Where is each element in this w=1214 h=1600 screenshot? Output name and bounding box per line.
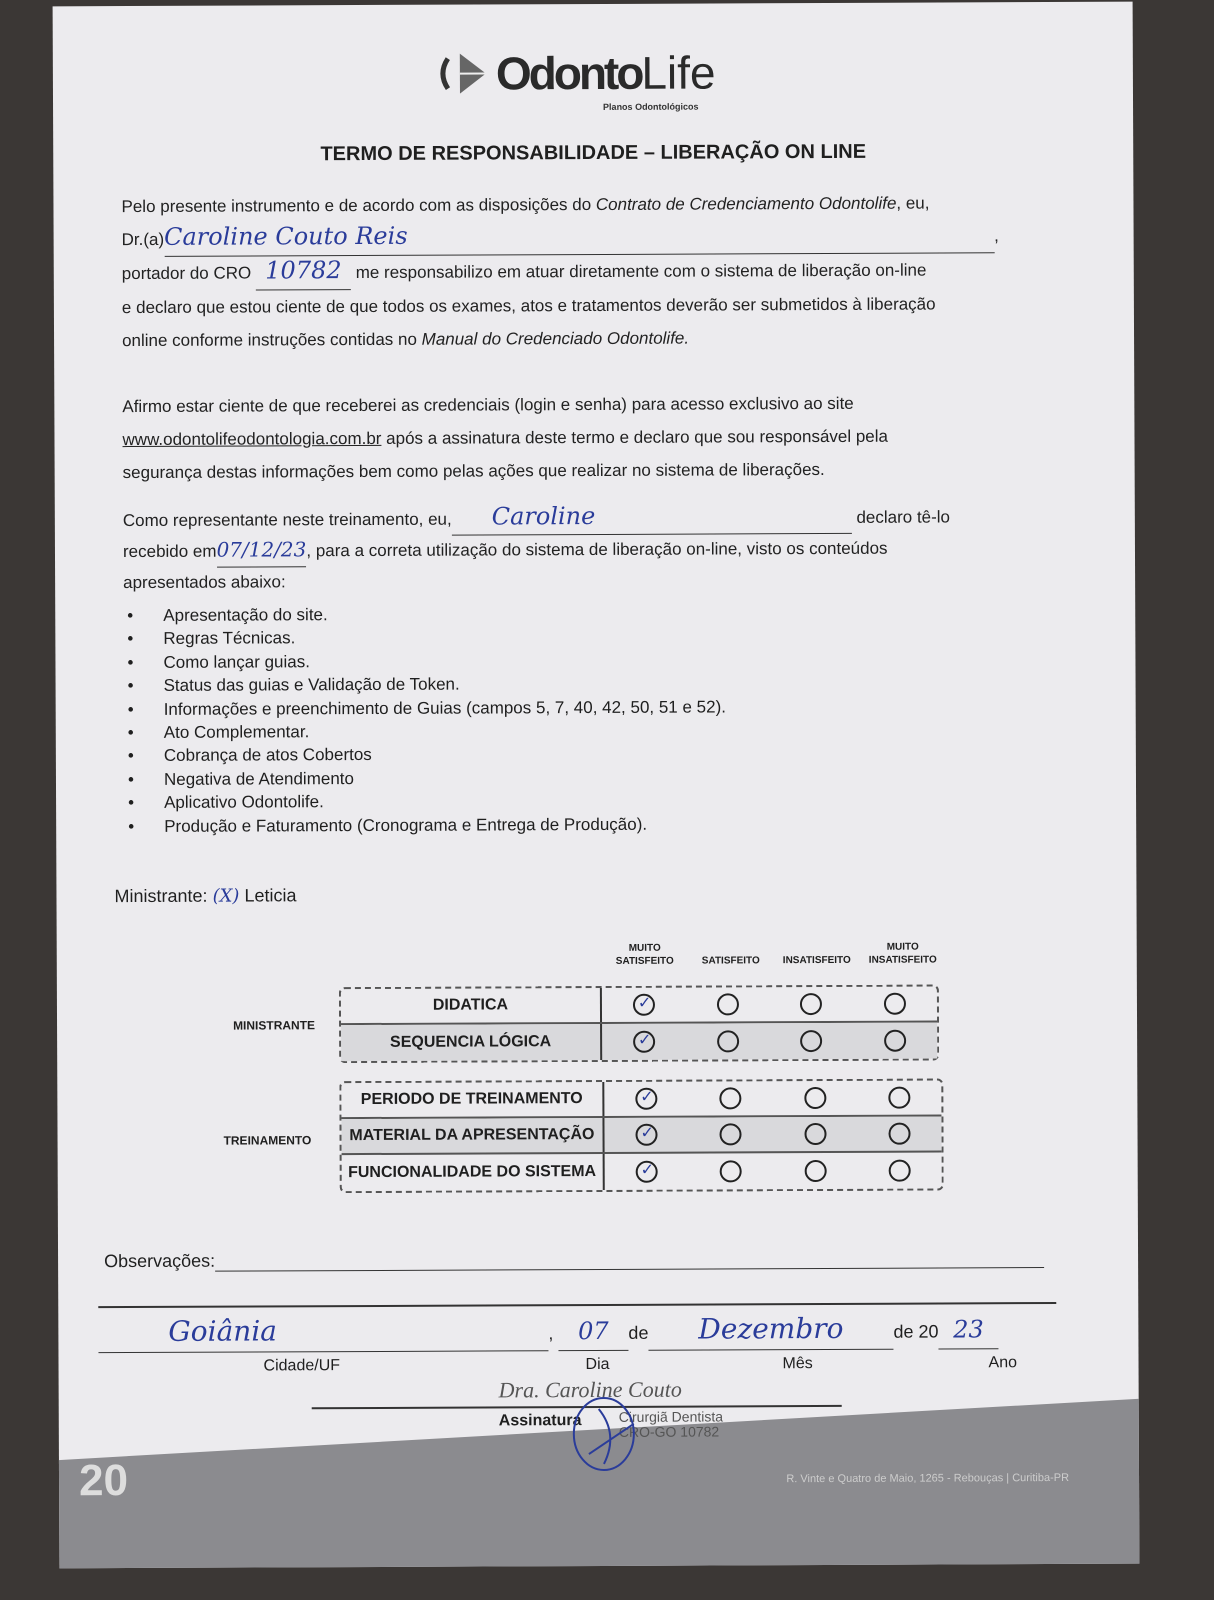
rating-radio[interactable] [720, 1123, 742, 1145]
paragraph-3: Como representante neste treinamento, eu, Caroline declaro tê-lo recebido em07/12/23, para a correta utilização do sistema de liberação on-line, visto os conteúdos apresentados abaixo: [122, 502, 951, 593]
rating-radio[interactable] [635, 1088, 657, 1110]
list-item: • Como lançar guias. [127, 648, 725, 674]
rating-radio[interactable] [888, 1123, 910, 1145]
divider [98, 1302, 1056, 1308]
site-link[interactable]: www.odontolifeodontologia.com.br [122, 428, 382, 450]
table-row: DIDATICA ✓ [341, 987, 937, 1026]
group-label: MINISTRANTE [233, 1018, 316, 1033]
rating-table-ministrante [339, 985, 939, 1064]
rating-radio[interactable] [888, 1087, 910, 1109]
stamp-details: Cirurgiã Dentista CRO-GO 10782 [618, 1408, 724, 1440]
table-row: SEQUENCIA LÓGICA ✓ [341, 1023, 937, 1062]
year-field[interactable]: 23 [953, 1315, 984, 1344]
list-item: • Apresentação do site. [127, 601, 725, 627]
rating-radio[interactable] [800, 1030, 822, 1052]
list-item: • Aplicativo Odontolife. [128, 789, 726, 815]
topics-list [127, 601, 726, 838]
rating-radio[interactable] [804, 1087, 826, 1109]
rating-radio[interactable] [633, 1031, 655, 1053]
observations-field[interactable] [215, 1247, 1044, 1272]
day-field[interactable]: 07 [578, 1316, 609, 1346]
doctor-stamp: Dra. Caroline Couto [498, 1376, 682, 1403]
rating-radio[interactable] [800, 993, 822, 1015]
table-row: PERIODO DE TREINAMENTO ✓ [341, 1080, 941, 1119]
table-row: MATERIAL DA APRESENTAÇÃO ✓ [341, 1116, 941, 1155]
rating-radio[interactable] [720, 1160, 742, 1182]
paragraph-1: Pelo presente instrumento e de acordo com as disposições do Contrato de Credenciamento Odontolife, eu, Dr.(a)Caroline Couto Reis , portador do CRO 10782 me responsabilizo em atuar diretamente com o sistema de liberação on-line e declaro que estou ciente de que todos os exames, atos e tratamentos deverão ser submetidos à liberação online conforme instruções contidas no Manual do Credenciado Odontolife. [121, 193, 999, 351]
month-field[interactable]: Dezembro [698, 1311, 844, 1346]
ministrante-line: Ministrante: (X) Leticia [114, 885, 297, 907]
day-label: Dia [585, 1355, 610, 1374]
city-field[interactable]: Goiânia [168, 1314, 278, 1348]
representative-field[interactable]: Caroline [491, 502, 596, 531]
signature-label: Assinatura [498, 1412, 582, 1430]
document-page [53, 2, 1140, 1569]
cro-field[interactable]: 10782 [265, 256, 342, 285]
handwritten-signature [559, 1394, 649, 1484]
place-date-line: Goiânia , 07 de Dezembro de 20 23 [98, 1314, 998, 1353]
rating-header: MUITO SATISFEITO SATISFEITO INSATISFEITO MUITO INSATISFEITO [615, 941, 937, 967]
rating-radio[interactable] [635, 1124, 657, 1146]
rating-table-treinamento [339, 1078, 943, 1193]
rating-radio[interactable] [717, 1030, 739, 1052]
list-item: • Informações e preenchimento de Guias (campos 5, 7, 40, 42, 50, 51 e 52). [128, 695, 726, 721]
rating-radio[interactable] [636, 1161, 658, 1183]
ministrante-checkbox[interactable]: (X) [212, 885, 240, 907]
anniversary-badge: 20 [78, 1456, 129, 1506]
logo-icon [438, 48, 488, 98]
rating-radio[interactable] [717, 993, 739, 1015]
paragraph-2: Afirmo estar ciente de que receberei as credenciais (login e senha) para acesso exclusivo ao site www.odontolifeodontologia.com.br após a assinatura deste termo e declaro que sou responsável pela segurança destas informações bem como pelas ações que realizar no sistema de liberações. [122, 393, 889, 483]
table-row: FUNCIONALIDADE DO SISTEMA ✓ [342, 1152, 942, 1191]
odontolife-logo: OdontoLife Planos Odontológicos [438, 45, 716, 100]
list-item: • Regras Técnicas. [127, 625, 725, 651]
list-item: • Status das guias e Validação de Token. [128, 672, 726, 698]
rating-radio[interactable] [884, 1030, 906, 1052]
observations: Observações: [104, 1247, 1044, 1272]
rating-radio[interactable] [888, 1160, 910, 1182]
rating-radio[interactable] [720, 1087, 742, 1109]
city-label: Cidade/UF [263, 1357, 341, 1375]
list-item: • Negativa de Atendimento [128, 765, 726, 791]
list-item: • Produção e Faturamento (Cronograma e Entrega de Produção). [128, 812, 726, 838]
rating-radio[interactable] [884, 993, 906, 1015]
rating-radio[interactable] [633, 994, 655, 1016]
document-title: TERMO DE RESPONSABILIDADE – LIBERAÇÃO ON LINE [320, 140, 867, 166]
rating-radio[interactable] [804, 1123, 826, 1145]
training-date-field[interactable]: 07/12/23 [216, 537, 307, 562]
month-label: Mês [782, 1355, 813, 1373]
list-item: • Cobrança de atos Cobertos [128, 742, 726, 768]
dentist-name-field[interactable]: Caroline Couto Reis [164, 221, 408, 251]
rating-radio[interactable] [804, 1160, 826, 1182]
year-label: Ano [988, 1354, 1018, 1372]
group-label: TREINAMENTO [223, 1133, 312, 1148]
footer-address: R. Vinte e Quatro de Maio, 1265 - Rebouças | Curitiba-PR [786, 1471, 1070, 1486]
list-item: • Ato Complementar. [128, 718, 726, 744]
